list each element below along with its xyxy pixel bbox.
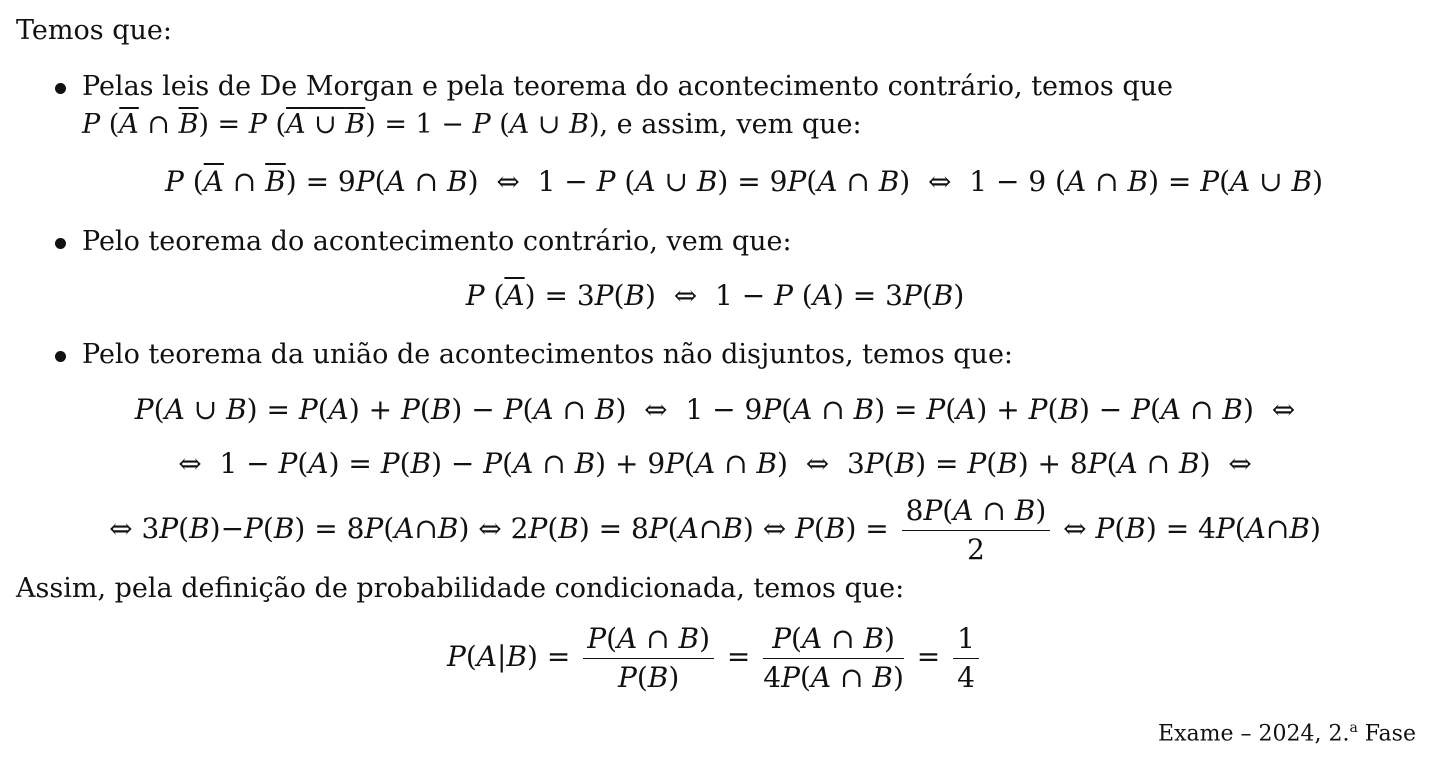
- bullet-marker-2: [55, 238, 66, 249]
- bullet-3-text: Pelo teorema da união de acontecimentos não disjuntos, temos que:: [82, 339, 1014, 370]
- equation-conditional-probability: P(A|B) = $\frac{P(A \cap B)}{P(B)}$ = $\frac{P(A \cap B)}{4P(A \cap B)}$ = $\frac{1}{4}$: [0, 622, 1430, 695]
- bullet-1-inline-tail: , e assim, vem que:: [599, 109, 862, 140]
- equation-union-line-1: P(A ∪ B) = P(A) + P(B) − P(A ∩ B) ⇔ 1 − 9P(A ∩ B) = P(A) + P(B) − P(A ∩ B) ⇔: [134, 393, 1296, 426]
- bullet-marker-3: [55, 351, 66, 362]
- bullet-marker-1: [55, 83, 66, 94]
- bullet-1-inline-math: P ($\overline{A}$ ∩ $\overline{B}) = P$ (A ∪ B) = 1 − P (A ∪ B), e assim, vem que:: [82, 109, 862, 140]
- equation-union-line-3: ⇔ 3P(B)−P(B) = 8P(A∩B) ⇔ 2P(B) = 8P(A∩B) ⇔ P(B) = $\frac{8P(A \cap B)}{2}$ ⇔ P(B) = 4P(A∩B): [109, 494, 1321, 566]
- bullet-2-text: Pelo teorema do acontecimento contrário, vem que:: [82, 226, 792, 257]
- fraction-pab-over-pb: $\frac{P(A \cap B)}{P(B)}$: [583, 622, 714, 695]
- fraction-8p-over-2: $\frac{8P(A \cap B)}{2}$: [902, 494, 1051, 567]
- conclusion-text: Assim, pela definição de probabilidade condicionada, temos que:: [16, 573, 905, 604]
- fraction-one-quarter: $\frac{1}{4}$: [953, 622, 979, 695]
- intro-text: Temos que:: [16, 15, 172, 46]
- fraction-pab-over-4pab: $\frac{P(A \cap B)}{4P(A \cap B)}$: [763, 622, 904, 694]
- equation-union-line-2: ⇔ 1 − P(A) = P(B) − P(A ∩ B) + 9P(A ∩ B) ⇔ 3P(B) = P(B) + 8P(A ∩ B) ⇔: [178, 447, 1252, 480]
- bullet-1-text: Pelas leis de De Morgan e pela teorema do acontecimento contrário, temos que: [82, 71, 1173, 102]
- equation-de-morgan: P ($\overline{A}$ ∩ $\overline{B}) = 9P(A$ ∩ B) ⇔ 1 − P (A ∪ B) = 9P(A ∩ B) ⇔ 1 − 9 (A ∩ B) = P(A ∪ B): [165, 165, 1324, 198]
- equation-complement: P $(\overline{A}) = 3P(B)$ ⇔ 1 − P (A) = 3P(B): [465, 279, 965, 312]
- source-label: Exame – 2024, 2.$^a$ Fase: [1158, 720, 1416, 747]
